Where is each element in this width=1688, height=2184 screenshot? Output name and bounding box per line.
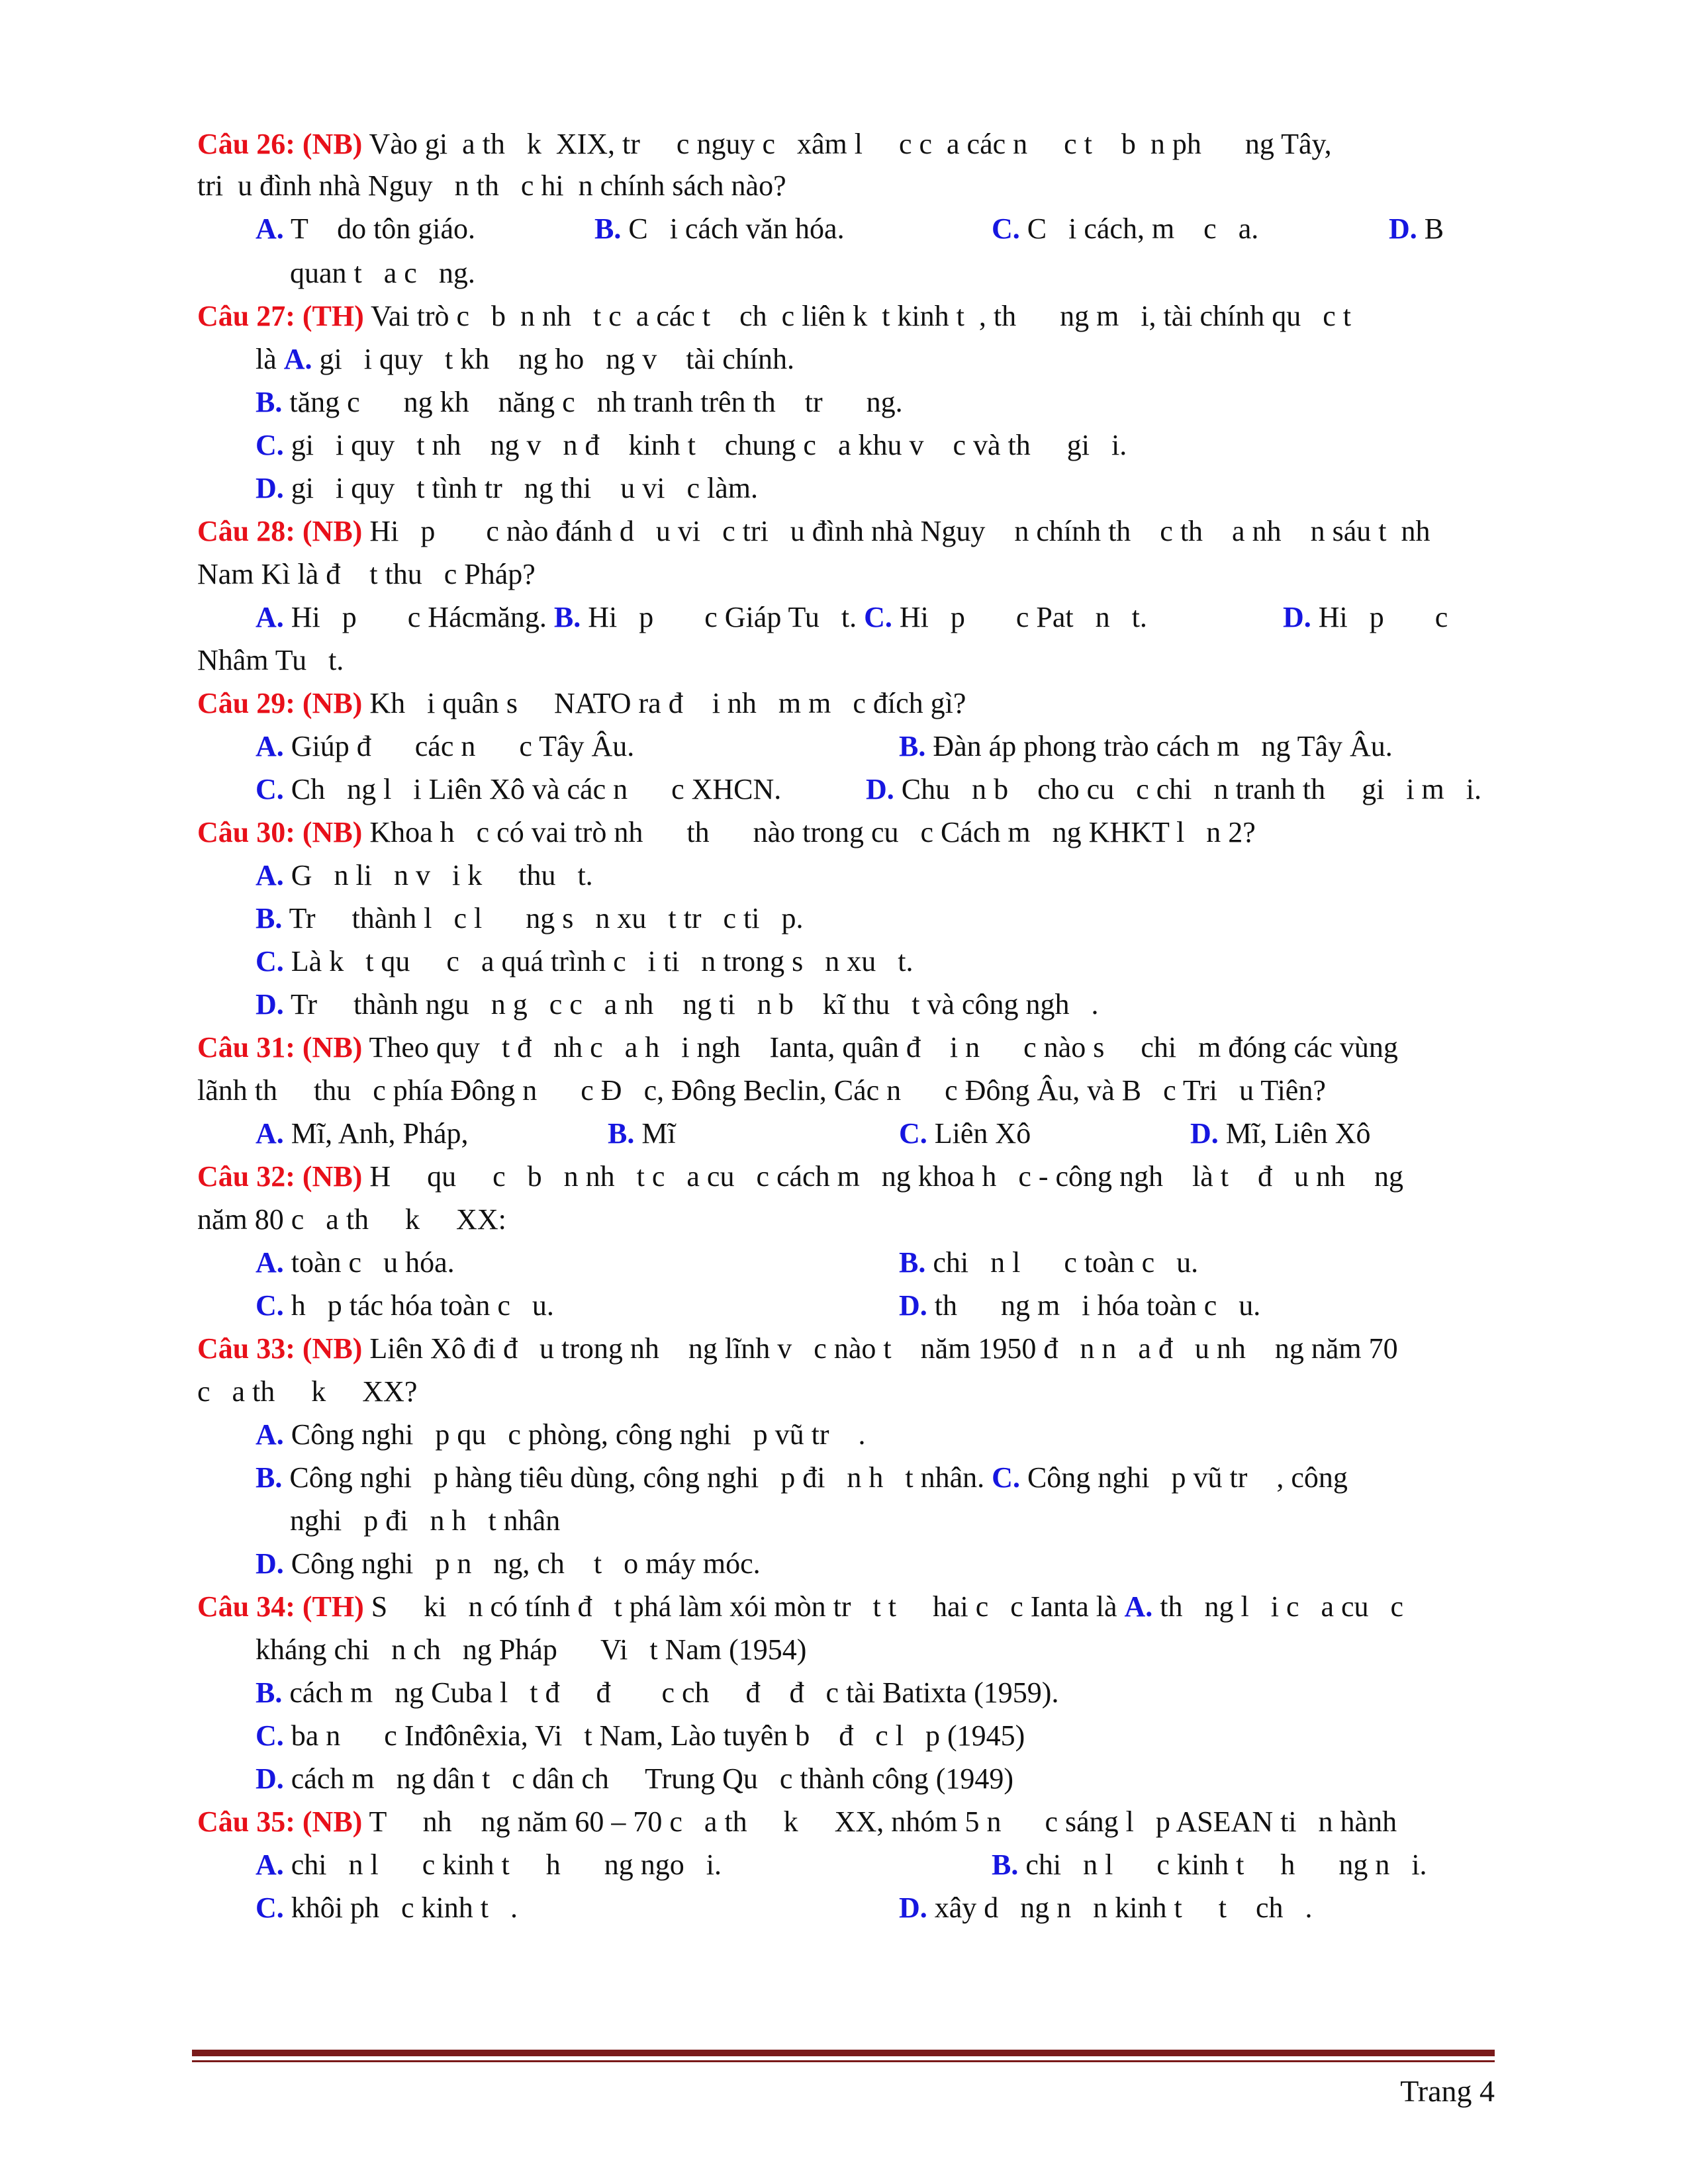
- option-letter: A.: [256, 1246, 284, 1279]
- option-text: Hi p c Giáp Tu t.: [581, 601, 857, 633]
- option-letter: A.: [256, 730, 284, 762]
- option-27-b: [256, 384, 903, 421]
- question-text: Liên Xô đi đ u trong nh ng lĩnh v c nào t năm 1950 đ n n a đ u nh ng năm 70: [362, 1332, 1398, 1365]
- option-text: Mĩ: [634, 1117, 676, 1150]
- option-letter: B.: [899, 730, 926, 762]
- question-35-line-1: [197, 1803, 1397, 1841]
- question-level: (NB): [302, 816, 363, 848]
- option-text: Mĩ, Anh, Pháp,: [283, 1117, 469, 1150]
- question-33-line-2: c a th k XX?: [197, 1375, 418, 1408]
- question-26-line-2: tri u đình nhà Nguy n th c hi n chính sách nào?: [197, 169, 786, 202]
- option-letter: C.: [256, 1891, 284, 1924]
- question-32-line-1: [197, 1158, 1403, 1195]
- option-text: th ng l i c a cu c: [1152, 1590, 1404, 1623]
- option-letter: C.: [256, 945, 284, 978]
- option-text: Hi p c Hácmăng.: [283, 601, 547, 633]
- option-letter: C.: [256, 1719, 284, 1752]
- question-31-line-2: lãnh th thu c phía Đông n c Đ c, Đông Beclin, Các n c Đông Âu, và B c Tri u Tiên?: [197, 1074, 1326, 1107]
- option-28-d-continued: Nhâm Tu t.: [197, 644, 344, 676]
- option-text: h p tác hóa toàn c u.: [283, 1289, 554, 1322]
- option-letter: C.: [992, 212, 1020, 245]
- option-29-c: [256, 771, 781, 808]
- question-text: Vào gi a th k XIX, tr c nguy c xâm l c c a các n c t b n ph ng Tây,: [362, 128, 1332, 160]
- question-number: Câu 29:: [197, 687, 295, 719]
- question-text: Theo quy t đ nh c a h i ngh Ianta, quân đ i n c nào s chi m đóng các vùng: [362, 1031, 1398, 1064]
- question-level: (NB): [302, 128, 363, 160]
- option-letter: B.: [553, 601, 581, 633]
- option-29-a: [256, 728, 634, 765]
- option-text: chi n l c toàn c u.: [925, 1246, 1199, 1279]
- option-26-d-continued: quan t a c ng.: [290, 257, 475, 289]
- option-letter: D.: [899, 1289, 927, 1322]
- option-letter: D.: [1190, 1117, 1219, 1150]
- question-text: Khoa h c có vai trò nh th nào trong cu c Cách m ng KHKT l n 2?: [362, 816, 1256, 848]
- option-letter: D.: [256, 472, 284, 504]
- option-letter: D.: [1283, 601, 1311, 633]
- option-letter: B.: [594, 212, 622, 245]
- option-32-d: [899, 1287, 1260, 1324]
- question-29-line-1: [197, 685, 966, 722]
- option-34-a-continued: kháng chi n ch ng Pháp Vi t Nam (1954): [256, 1633, 807, 1666]
- option-text: Hi p c: [1311, 601, 1448, 633]
- option-letter: D.: [866, 773, 894, 805]
- page-number: Trang 4: [1400, 2074, 1495, 2108]
- option-text: C i cách, m c a.: [1019, 212, 1259, 245]
- question-34-line-1: [197, 1588, 1403, 1625]
- question-33-line-1: [197, 1330, 1398, 1367]
- option-29-b: [899, 728, 1393, 765]
- option-28-d: [1283, 599, 1448, 636]
- option-30-c: [256, 943, 914, 980]
- option-26-c: [992, 210, 1258, 248]
- option-letter: C.: [256, 773, 284, 805]
- option-35-a: [256, 1846, 722, 1884]
- option-text: cách m ng Cuba l t đ đ c ch đ đ c tài Batixta (1959).: [282, 1676, 1059, 1709]
- option-31-d: [1190, 1115, 1371, 1152]
- option-text: Chu n b cho cu c chi n tranh th gi i m i.: [894, 773, 1481, 805]
- question-text: H qu c b n nh t c a cu c cách m ng khoa h c - công ngh là t đ u nh ng: [362, 1160, 1404, 1193]
- option-letter: A.: [256, 1117, 284, 1150]
- question-level: (TH): [302, 1590, 364, 1623]
- question-26-line-1: [197, 126, 1332, 163]
- option-34-d: [256, 1760, 1013, 1797]
- option-text: Hi p c Pat n t.: [892, 601, 1147, 633]
- option-31-a: [256, 1115, 468, 1152]
- option-letter: C.: [864, 601, 892, 633]
- option-letter: D.: [256, 988, 284, 1021]
- option-26-a: [256, 210, 475, 248]
- question-31-line-1: [197, 1029, 1398, 1066]
- option-32-b: [899, 1244, 1198, 1281]
- option-text: C i cách văn hóa.: [621, 212, 845, 245]
- option-text: th ng m i hóa toàn c u.: [927, 1289, 1261, 1322]
- question-27-line-1: [197, 298, 1351, 335]
- question-number: Câu 31:: [197, 1031, 295, 1064]
- option-34-b: [256, 1674, 1058, 1711]
- option-26-b: [594, 210, 845, 248]
- option-text: Giúp đ các n c Tây Âu.: [283, 730, 635, 762]
- option-text: gi i quy t nh ng v n đ kinh t chung c a khu v c và th gi i.: [283, 429, 1127, 461]
- option-letter: D.: [256, 1547, 284, 1580]
- question-text: Vai trò c b n nh t c a các t ch c liên k t kinh t , th ng m i, tài chính qu c t: [363, 300, 1352, 332]
- option-29-d: [866, 771, 1481, 808]
- option-33-bc: [256, 1459, 1348, 1496]
- question-text: Kh i quân s NATO ra đ i nh m m c đích gì?: [362, 687, 966, 719]
- option-28-abc: [256, 599, 1147, 636]
- option-text: chi n l c kinh t h ng n i.: [1018, 1848, 1427, 1881]
- question-text: T nh ng năm 60 – 70 c a th k XX, nhóm 5 n c sáng l p ASEAN ti n hành: [362, 1805, 1397, 1838]
- question-level: (NB): [302, 515, 363, 547]
- option-text: tăng c ng kh năng c nh tranh trên th tr ng.: [282, 386, 903, 418]
- option-text: toàn c u hóa.: [283, 1246, 455, 1279]
- option-34-c: [256, 1717, 1025, 1754]
- question-number: Câu 28:: [197, 515, 295, 547]
- option-letter: B.: [256, 1461, 283, 1494]
- option-text: Công nghi p n ng, ch t o máy móc.: [283, 1547, 761, 1580]
- option-letter: C.: [256, 429, 284, 461]
- option-text: B: [1417, 212, 1444, 245]
- option-27-d: [256, 470, 758, 507]
- option-35-c: [256, 1889, 518, 1927]
- option-letter: A.: [256, 601, 284, 633]
- option-31-c: [899, 1115, 1031, 1152]
- option-text: ba n c Inđônêxia, Vi t Nam, Lào tuyên b đ c l p (1945): [283, 1719, 1025, 1752]
- question-28-line-1: [197, 513, 1430, 550]
- option-letter: A.: [256, 859, 284, 891]
- option-text: Tr thành l c l ng s n xu t tr c ti p.: [282, 902, 804, 934]
- option-33-c-continued: nghi p đi n h t nhân: [290, 1504, 561, 1537]
- option-letter: A.: [283, 343, 312, 375]
- option-33-d: [256, 1545, 761, 1582]
- option-33-a: [256, 1416, 866, 1453]
- question-text: S ki n có tính đ t phá làm xói mòn tr t t hai c c Ianta là: [363, 1590, 1125, 1623]
- question-level: (NB): [302, 687, 363, 719]
- option-letter: B.: [256, 902, 283, 934]
- option-letter: B.: [256, 1676, 283, 1709]
- option-letter: C.: [899, 1117, 927, 1150]
- option-31-b: [608, 1115, 676, 1152]
- footer-divider-thin: [192, 2060, 1495, 2062]
- option-text: T do tôn giáo.: [283, 212, 476, 245]
- option-32-a: [256, 1244, 455, 1281]
- option-text: Là k t qu c a quá trình c i ti n trong s n xu t.: [283, 945, 914, 978]
- question-text: Hi p c nào đánh d u vi c tri u đình nhà Nguy n chính th c th a nh n sáu t nh: [362, 515, 1430, 547]
- option-35-b: [992, 1846, 1427, 1884]
- question-level: (TH): [302, 300, 364, 332]
- option-letter: B.: [899, 1246, 926, 1279]
- option-letter: D.: [256, 1762, 284, 1795]
- footer-divider-thick: [192, 2050, 1495, 2056]
- option-text: Tr thành ngu n g c c a nh ng ti n b kĩ thu t và công ngh .: [283, 988, 1099, 1021]
- option-letter: D.: [899, 1891, 927, 1924]
- option-text: cách m ng dân t c dân ch Trung Qu c thành công (1949): [283, 1762, 1014, 1795]
- option-text: gi i quy t tình tr ng thi u vi c làm.: [283, 472, 758, 504]
- question-27-line-2: [256, 341, 794, 378]
- option-letter: A.: [1124, 1590, 1153, 1623]
- option-letter: A.: [256, 1418, 284, 1451]
- option-26-d: [1389, 210, 1444, 248]
- option-letter: B.: [256, 386, 283, 418]
- question-30-line-1: [197, 814, 1256, 851]
- question-number: Câu 27:: [197, 300, 295, 332]
- option-text: Công nghi p qu c phòng, công nghi p vũ tr .: [283, 1418, 866, 1451]
- option-30-d: [256, 986, 1099, 1023]
- option-text: Ch ng l i Liên Xô và các n c XHCN.: [283, 773, 782, 805]
- question-number: Câu 30:: [197, 816, 295, 848]
- question-number: Câu 34:: [197, 1590, 295, 1623]
- option-letter: A.: [256, 1848, 284, 1881]
- option-text: Đàn áp phong trào cách m ng Tây Âu.: [925, 730, 1393, 762]
- question-28-line-2: Nam Kì là đ t thu c Pháp?: [197, 558, 536, 590]
- question-number: Câu 35:: [197, 1805, 295, 1838]
- question-level: (NB): [302, 1160, 363, 1193]
- question-number: Câu 32:: [197, 1160, 295, 1193]
- option-32-c: [256, 1287, 554, 1324]
- option-35-d: [899, 1889, 1313, 1927]
- question-number: Câu 33:: [197, 1332, 295, 1365]
- option-text: G n li n v i k thu t.: [283, 859, 593, 891]
- option-text: Liên Xô: [927, 1117, 1031, 1150]
- option-30-a: [256, 857, 593, 894]
- option-text: chi n l c kinh t h ng ngo i.: [283, 1848, 722, 1881]
- option-text: gi i quy t kh ng ho ng v tài chính.: [312, 343, 794, 375]
- option-letter: C.: [992, 1461, 1020, 1494]
- option-text: Mĩ, Liên Xô: [1218, 1117, 1371, 1150]
- option-letter: B.: [608, 1117, 635, 1150]
- option-27-c: [256, 427, 1127, 464]
- option-letter: B.: [992, 1848, 1019, 1881]
- question-level: (NB): [302, 1031, 363, 1064]
- question-level: (NB): [302, 1332, 363, 1365]
- option-letter: D.: [1389, 212, 1417, 245]
- option-letter: A.: [256, 212, 284, 245]
- option-30-b: [256, 900, 803, 937]
- question-number: Câu 26:: [197, 128, 295, 160]
- question-text: là: [256, 343, 284, 375]
- question-level: (NB): [302, 1805, 363, 1838]
- option-letter: C.: [256, 1289, 284, 1322]
- option-text: khôi ph c kinh t .: [283, 1891, 518, 1924]
- question-32-line-2: năm 80 c a th k XX:: [197, 1203, 506, 1236]
- option-text: xây d ng n n kinh t t ch .: [927, 1891, 1313, 1924]
- option-text: Công nghi p hàng tiêu dùng, công nghi p đi n h t nhân.: [282, 1461, 992, 1494]
- option-text: Công nghi p vũ tr , công: [1019, 1461, 1348, 1494]
